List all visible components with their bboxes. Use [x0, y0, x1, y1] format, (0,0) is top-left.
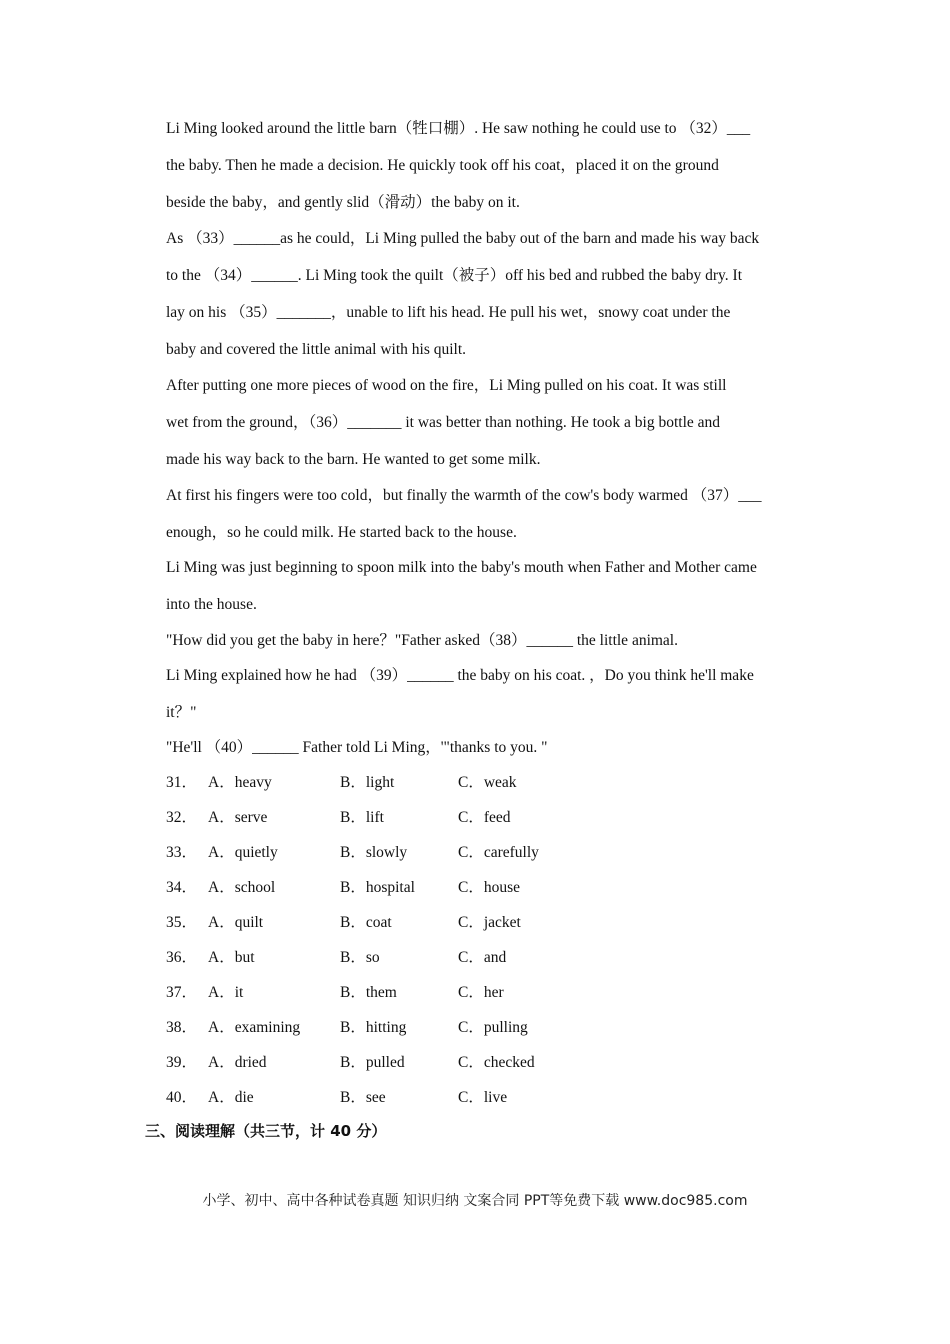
option-a: A．it	[208, 984, 244, 1001]
option-a: A．quilt	[208, 914, 264, 931]
option-a: A．school	[208, 879, 276, 896]
option-a: A．but	[208, 949, 255, 966]
passage-line: baby and covered the little animal with his quilt.	[166, 341, 467, 358]
passage-line: "He'll （40）______ Father told Li Ming，'"thanks to you. "	[166, 739, 548, 756]
option-c: C．carefully	[458, 844, 539, 861]
option-c: C．checked	[458, 1054, 535, 1071]
passage-line: lay on his （35）_______，unable to lift his head. He pull his wet，snowy coat under the	[166, 304, 731, 321]
option-b: B．hitting	[340, 1019, 407, 1036]
page-footer: 小学、初中、高中各种试卷真题 知识归纳 文案合同 PPT等免费下载 www.doc985.com	[202, 1193, 748, 1209]
question-35-options	[166, 905, 766, 940]
option-b: B．coat	[340, 914, 392, 931]
passage-line: beside the baby，and gently slid（滑动）the baby on it.	[166, 194, 520, 211]
option-b: B．slowly	[340, 844, 408, 861]
question-number: 34．	[166, 879, 198, 896]
option-c: C．pulling	[458, 1019, 528, 1036]
passage-line: into the house.	[166, 596, 257, 613]
passage-line: made his way back to the barn. He wanted to get some milk.	[166, 451, 541, 468]
option-c: C．weak	[458, 774, 517, 791]
passage-paragraph-3	[166, 367, 808, 478]
passage-line: As （33）______as he could，Li Ming pulled the baby out of the barn and made his way back	[166, 230, 760, 247]
question-number: 39．	[166, 1054, 198, 1071]
question-number: 32．	[166, 809, 198, 826]
option-c: C．feed	[458, 809, 511, 826]
option-b: B．so	[340, 949, 380, 966]
passage-paragraph-7	[166, 657, 808, 731]
option-a: A．examining	[208, 1019, 301, 1036]
question-number: 38．	[166, 1019, 198, 1036]
option-c: C．live	[458, 1089, 508, 1106]
question-33-options	[166, 835, 766, 870]
passage-line: to the （34）______. Li Ming took the quilt（被子）off his bed and rubbed the baby dry. It	[166, 267, 743, 284]
question-number: 37．	[166, 984, 198, 1001]
question-39-options	[166, 1045, 766, 1080]
question-40-options	[166, 1080, 766, 1115]
option-c: C．jacket	[458, 914, 521, 931]
passage-paragraph-6	[166, 622, 808, 659]
option-b: B．pulled	[340, 1054, 405, 1071]
answer-options	[166, 765, 766, 1115]
option-b: B．them	[340, 984, 397, 1001]
passage-line: Li Ming looked around the little barn（牲口棚）. He saw nothing he could use to （32）___	[166, 120, 751, 137]
passage-paragraph-1	[166, 110, 808, 221]
passage-line: Li Ming explained how he had （39）______ the baby on his coat. ，Do you think he'll make	[166, 667, 754, 684]
option-a: A．serve	[208, 809, 268, 826]
question-37-options	[166, 975, 766, 1010]
passage-line: it？"	[166, 704, 197, 721]
passage-line: enough，so he could milk. He started back to the house.	[166, 524, 517, 541]
option-c: C．house	[458, 879, 521, 896]
option-c: C．her	[458, 984, 504, 1001]
option-b: B．see	[340, 1089, 386, 1106]
option-a: A．die	[208, 1089, 254, 1106]
question-31-options	[166, 765, 766, 800]
option-b: B．light	[340, 774, 395, 791]
passage-paragraph-2	[166, 220, 808, 368]
passage-line: "How did you get the baby in here？"Father asked（38）______ the little animal.	[166, 632, 678, 649]
passage-line: Li Ming was just beginning to spoon milk into the baby's mouth when Father and Mother came	[166, 559, 757, 576]
question-number: 40．	[166, 1089, 198, 1106]
question-number: 35．	[166, 914, 198, 931]
option-b: B．lift	[340, 809, 384, 826]
passage-line: wet from the ground，（36）_______ it was better than nothing. He took a big bottle and	[166, 414, 721, 431]
passage-line: At first his fingers were too cold，but finally the warmth of the cow's body warmed （37）___	[166, 487, 762, 504]
passage-line: the baby. Then he made a decision. He quickly took off his coat，placed it on the ground	[166, 157, 719, 174]
question-number: 33．	[166, 844, 198, 861]
passage-line: After putting one more pieces of wood on the fire，Li Ming pulled on his coat. It was still	[166, 377, 727, 394]
passage-paragraph-5	[166, 549, 808, 623]
option-a: A．heavy	[208, 774, 272, 791]
section-heading: 三、阅读理解（共三节，计 40 分）	[145, 1122, 387, 1140]
question-38-options	[166, 1010, 766, 1045]
option-b: B．hospital	[340, 879, 415, 896]
passage-paragraph-8	[166, 729, 808, 766]
question-number: 36．	[166, 949, 198, 966]
option-a: A．dried	[208, 1054, 267, 1071]
passage-paragraph-4	[166, 477, 808, 551]
question-36-options	[166, 940, 766, 975]
question-32-options	[166, 800, 766, 835]
question-34-options	[166, 870, 766, 905]
option-c: C．and	[458, 949, 507, 966]
option-a: A．quietly	[208, 844, 278, 861]
question-number: 31．	[166, 774, 198, 791]
